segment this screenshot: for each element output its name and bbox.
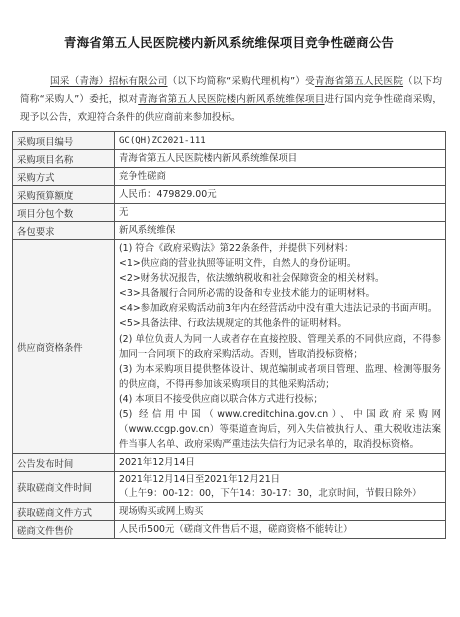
- list-item: <3>具备履行合同所必需的设备和专业技术能力的证明材料。: [119, 288, 376, 300]
- row-key: 采购预算额度: [13, 186, 115, 204]
- row-key: 获取磋商文件时间: [13, 472, 115, 503]
- intro-paragraph: [12, 73, 446, 127]
- row-key: 项目分包个数: [13, 204, 115, 222]
- row-value: GC(QH)ZC2021-111: [115, 132, 446, 150]
- intro-text-1: （以下均简称“采购代理机构”）受: [167, 76, 315, 87]
- page-title: 青海省第五人民医院楼内新风系统维保项目竞争性磋商公告: [63, 35, 395, 50]
- list-item: <1>供应商的营业执照等证明文件，自然人的身份证明。: [119, 258, 357, 270]
- list-item: (2) 单位负责人为同一人或者存在直接控股、管理关系的不同供应商，不得参加同一合同项下的政府采购活动。否则，皆取消投标资格；: [119, 333, 441, 360]
- row-value: 新风系统维保: [115, 222, 446, 240]
- list-item: (1) 符合《政府采购法》第22条条件，并提供下列材料：: [119, 243, 354, 254]
- row-value: [115, 472, 446, 503]
- row-key: 采购项目名称: [13, 150, 115, 168]
- list-item: (3) 为本采购项目提供整体设计、规范编制或者项目管理、监理、检测等服务的供应商，不得再参加该采购项目的其他采购活动；: [119, 363, 441, 390]
- row-value: 人民币：479829.00元: [115, 186, 446, 204]
- row-value: 青海省第五人民医院楼内新风系统维保项目: [115, 150, 446, 168]
- list-item: (4) 本项目不接受供应商以联合体方式进行投标；: [119, 393, 323, 405]
- row-value: 竞争性磋商: [115, 168, 446, 186]
- table-row: [13, 186, 446, 204]
- intro-text-3: 进行国内竞争性磋商采购，现予以公告，欢迎符合条件的供应商前来参加投标。: [20, 94, 443, 123]
- row-key: 采购方式: [13, 168, 115, 186]
- table-row: [13, 168, 446, 186]
- qualification-list: [115, 240, 446, 454]
- table-row: [13, 454, 446, 472]
- row-value: 现场购买或网上购买: [115, 503, 446, 521]
- row-value: 无: [115, 204, 446, 222]
- table-row: [13, 222, 446, 240]
- row-value: 2021年12月14日: [115, 454, 446, 472]
- table-row: [13, 503, 446, 521]
- table-row: [13, 521, 446, 539]
- row-key: 获取磋商文件方式: [13, 503, 115, 521]
- purchaser-name: 青海省第五人民医院: [314, 76, 404, 87]
- row-key: 磋商文件售价: [13, 521, 115, 539]
- row-key: 各包要求: [13, 222, 115, 240]
- row-key: 供应商资格条件: [13, 240, 115, 454]
- table-row: [13, 472, 446, 503]
- time-hours: （上午9：00-12：00，下午14：30-17：30，北京时间，节假日除外）: [119, 488, 422, 500]
- row-value: 人民币500元（磋商文件售后不退，磋商资格不能转让）: [115, 521, 446, 539]
- table-row-qualification: [13, 240, 446, 454]
- project-name: 青海省第五人民医院楼内新风系统维保项目: [138, 94, 325, 105]
- list-item: <2>财务状况报告，依法缴纳税收和社会保障资金的相关材料。: [119, 273, 385, 285]
- table-row: [13, 150, 446, 168]
- agency-name: 国采（青海）招标有限公司: [50, 76, 168, 87]
- list-item: (5) 经信用中国（www.creditchina.gov.cn）、中国政府采购网（www.ccgp.gov.cn）等渠道查询后，列入失信被执行人、重大税收违法案件当事人名单、政府采购严重违法失信行为记录名单的，取消投标资格。: [119, 409, 441, 451]
- info-table: [12, 131, 446, 539]
- list-item: <5>具备法律、行政法规规定的其他条件的证明材料。: [119, 318, 347, 330]
- row-key: 采购项目编号: [13, 132, 115, 150]
- list-item: <4>参加政府采购活动前3年内在经营活动中没有重大违法记录的书面声明。: [119, 303, 438, 315]
- table-row: [13, 132, 446, 150]
- row-key: 公告发布时间: [13, 454, 115, 472]
- intro-text-2: （以下均简称“采购人”）委托，拟对: [20, 76, 443, 105]
- table-row: [13, 204, 446, 222]
- time-range: 2021年12月14日至2021年12月21日: [119, 474, 281, 486]
